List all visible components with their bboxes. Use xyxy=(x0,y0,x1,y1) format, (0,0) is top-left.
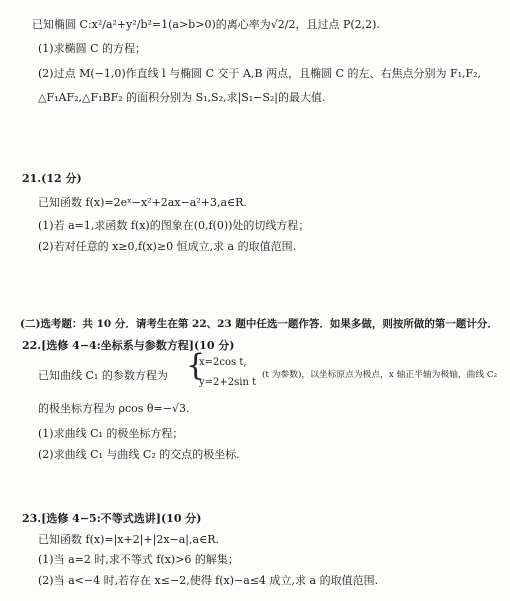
q22-given-part2: (t 为参数)，以坐标原点为极点，x 轴正半轴为极轴，曲线 C₂ xyxy=(262,370,498,380)
q23-header: 23.[选修 4−5:不等式选讲](10 分) xyxy=(22,512,202,525)
q22-part1: (1)求曲线 C₁ 的极坐标方程； xyxy=(38,427,184,440)
system-brace: { xyxy=(186,348,206,383)
q21-header: 21.(12 分) xyxy=(22,172,82,185)
q22-system-x: x=2cos t, xyxy=(199,357,247,368)
elective-note: (二)选考题：共 10 分．请考生在第 22、23 题中任选一题作答．如果多做，则按所做的第一题计分． xyxy=(20,318,498,330)
q23-given: 已知函数 f(x)=|x+2|+|2x−a|,a∈R. xyxy=(38,533,219,546)
q22-part2: (2)求曲线 C₁ 与曲线 C₂ 的交点的极坐标. xyxy=(38,448,240,461)
q20-part1: (1)求椭圆 C 的方程； xyxy=(38,42,146,55)
q20-part2-line2: △F₁AF₂,△F₁BF₂ 的面积分别为 S₁,S₂,求|S₁−S₂|的最大值. xyxy=(38,91,326,104)
q21-part1: (1)若 a=1,求函数 f(x)的图象在(0,f(0))处的切线方程； xyxy=(38,219,310,232)
q22-given-part1: 已知曲线 C₁ 的参数方程为 xyxy=(38,369,168,382)
q23-part2: (2)当 a<−4 时,若存在 x≤−2,使得 f(x)−a≤4 成立,求 a 的取值范围. xyxy=(38,574,379,587)
q20-intro: 已知椭圆 C:x²/a²+y²/b²=1(a>b>0)的离心率为√2/2，且过点 P(2,2). xyxy=(32,18,380,31)
q22-system-y: y=2+2sin t xyxy=(199,377,257,388)
q20-part2-line1: (2)过点 M(−1,0)作直线 l 与椭圆 C 交于 A,B 两点，且椭圆 C 的左、右焦点分别为 F₁,F₂, xyxy=(38,67,482,80)
q21-given: 已知函数 f(x)=2eˣ−x²+2ax−a²+3,a∈R. xyxy=(38,196,247,209)
q22-given-part3: 的极坐标方程为 ρcos θ=−√3. xyxy=(38,402,190,415)
q21-part2: (2)若对任意的 x≥0,f(x)≥0 恒成立,求 a 的取值范围. xyxy=(38,240,297,253)
q22-header: 22.[选修 4−4:坐标系与参数方程](10 分) xyxy=(22,339,235,352)
q23-part1: (1)当 a=2 时,求不等式 f(x)>6 的解集； xyxy=(38,553,239,566)
